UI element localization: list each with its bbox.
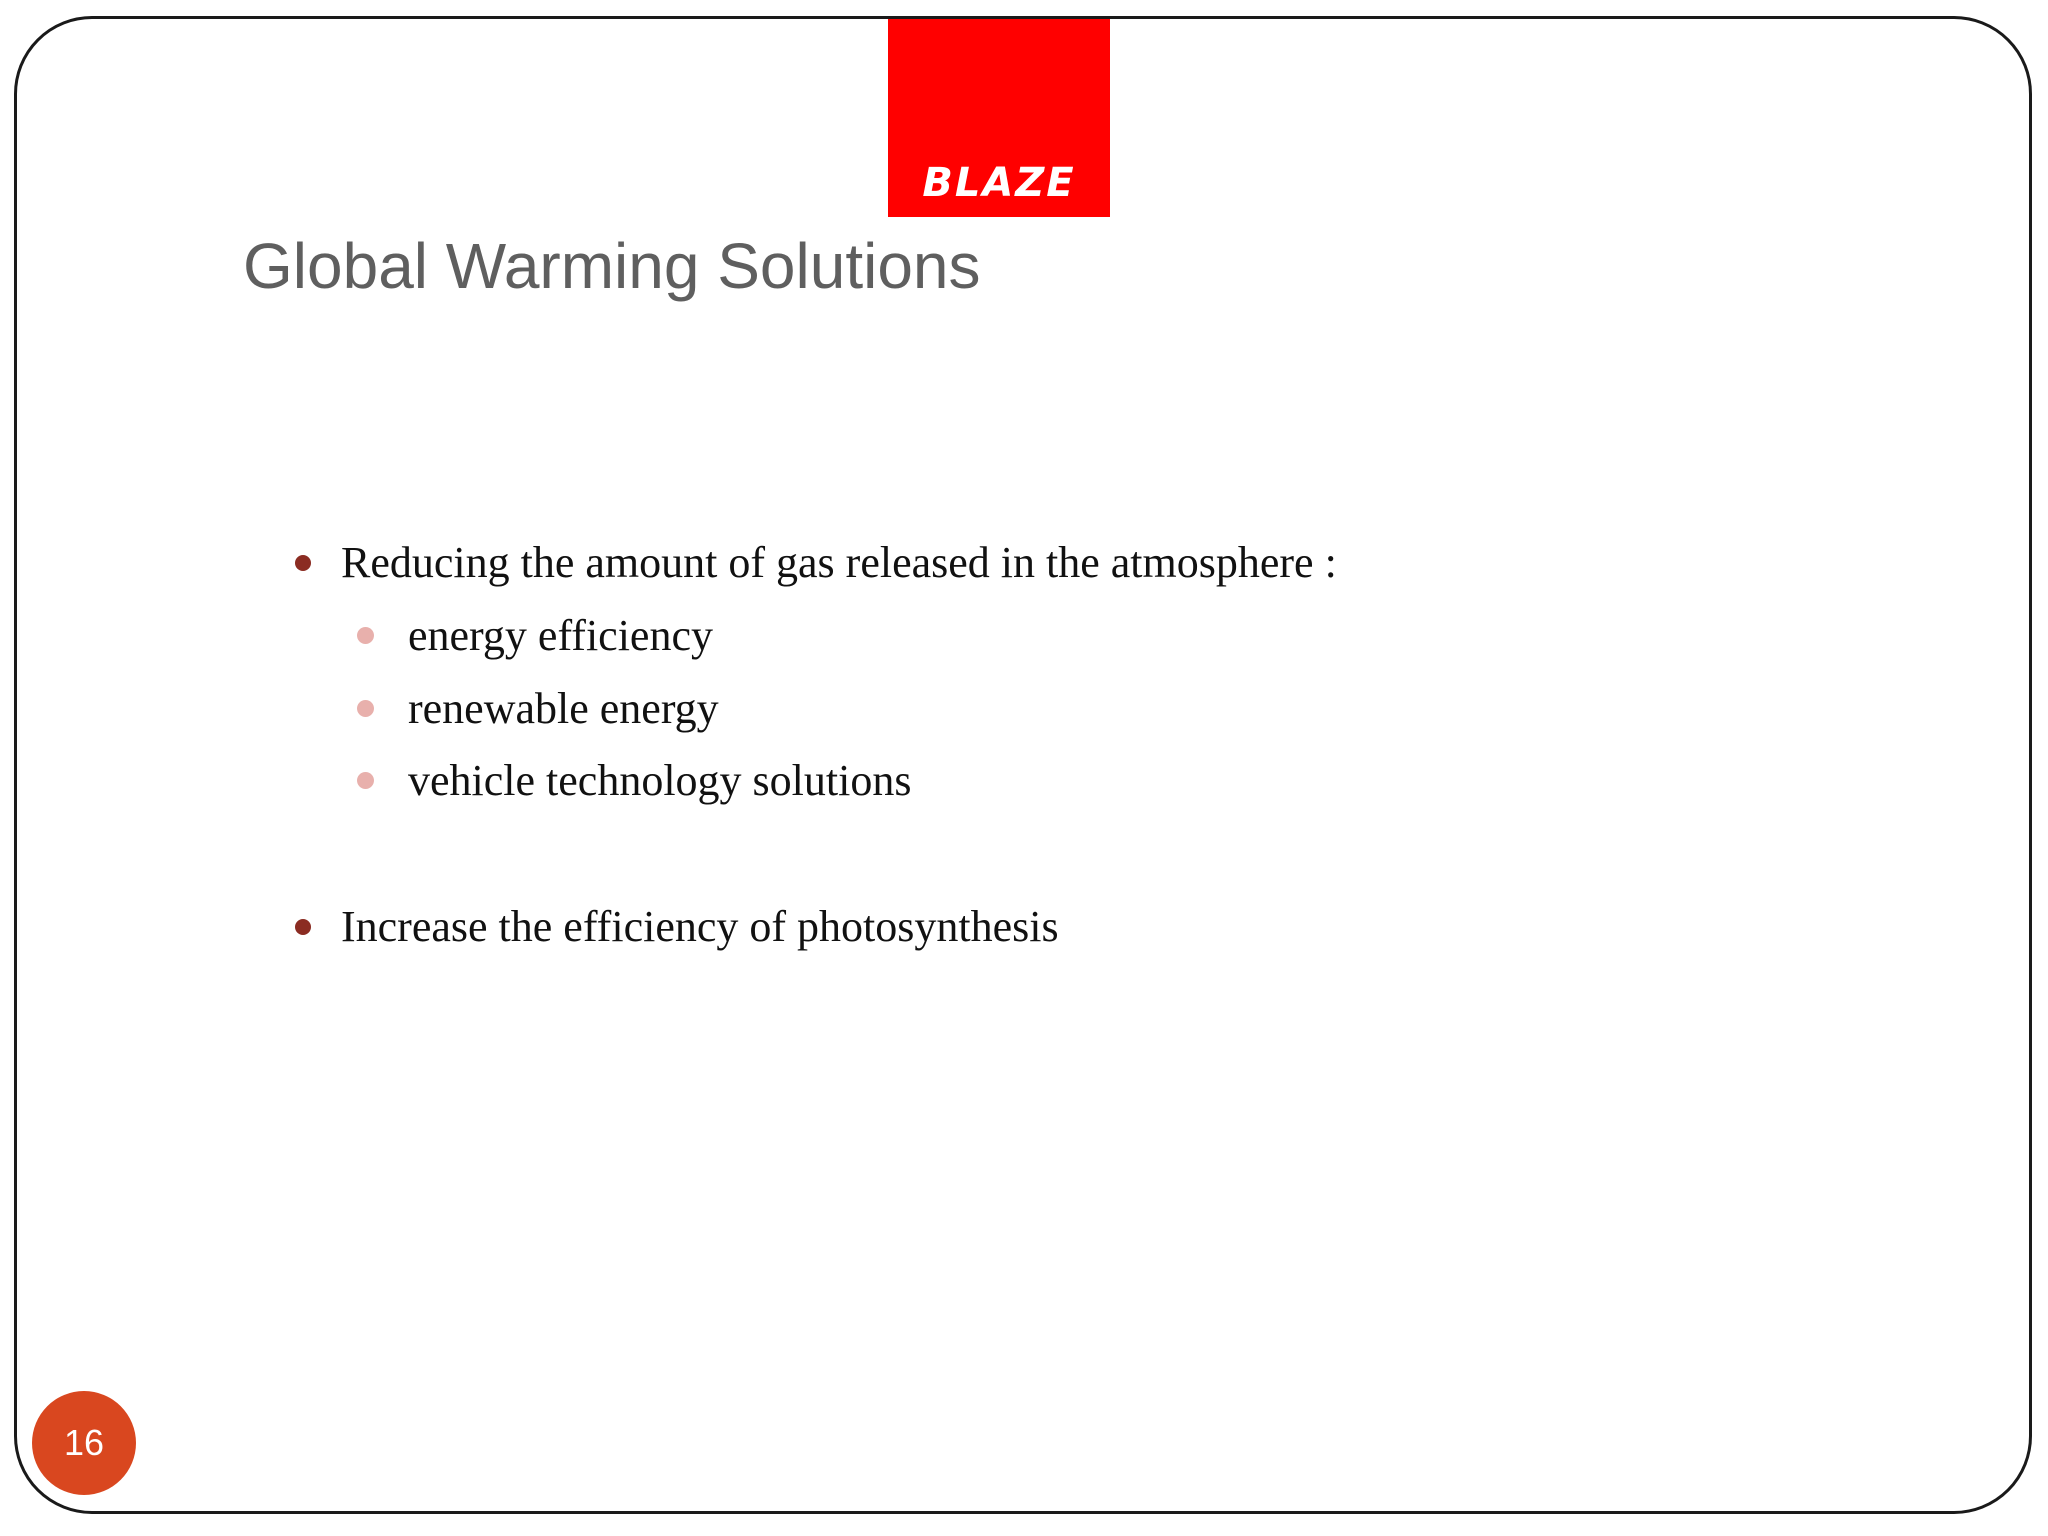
logo-text: BLAZE [922,160,1076,206]
sub-bullet-item [357,755,911,806]
page-number-badge [32,1391,136,1495]
bullet-item [295,537,1337,588]
sub-bullet-dot-icon [357,627,374,644]
bullet-text: Reducing the amount of gas released in the atmosphere : [341,538,1337,587]
slide-frame [14,16,2032,1514]
bullet-dot-icon [295,555,311,571]
sub-bullet-dot-icon [357,772,374,789]
bullet-list [17,19,2029,1511]
sub-bullet-text: vehicle technology solutions [408,756,912,805]
page-number: 16 [63,1422,105,1463]
bullet-dot-icon [295,919,311,935]
bullet-item [295,901,1059,952]
sub-bullet-text: energy efficiency [408,611,713,660]
sub-bullet-item [357,610,713,661]
sub-bullet-item [357,683,719,734]
bullet-text: Increase the efficiency of photosynthesis [341,902,1059,951]
slide-title: Global Warming Solutions [243,230,981,302]
sub-bullet-dot-icon [357,700,374,717]
sub-bullet-text: renewable energy [408,684,719,733]
